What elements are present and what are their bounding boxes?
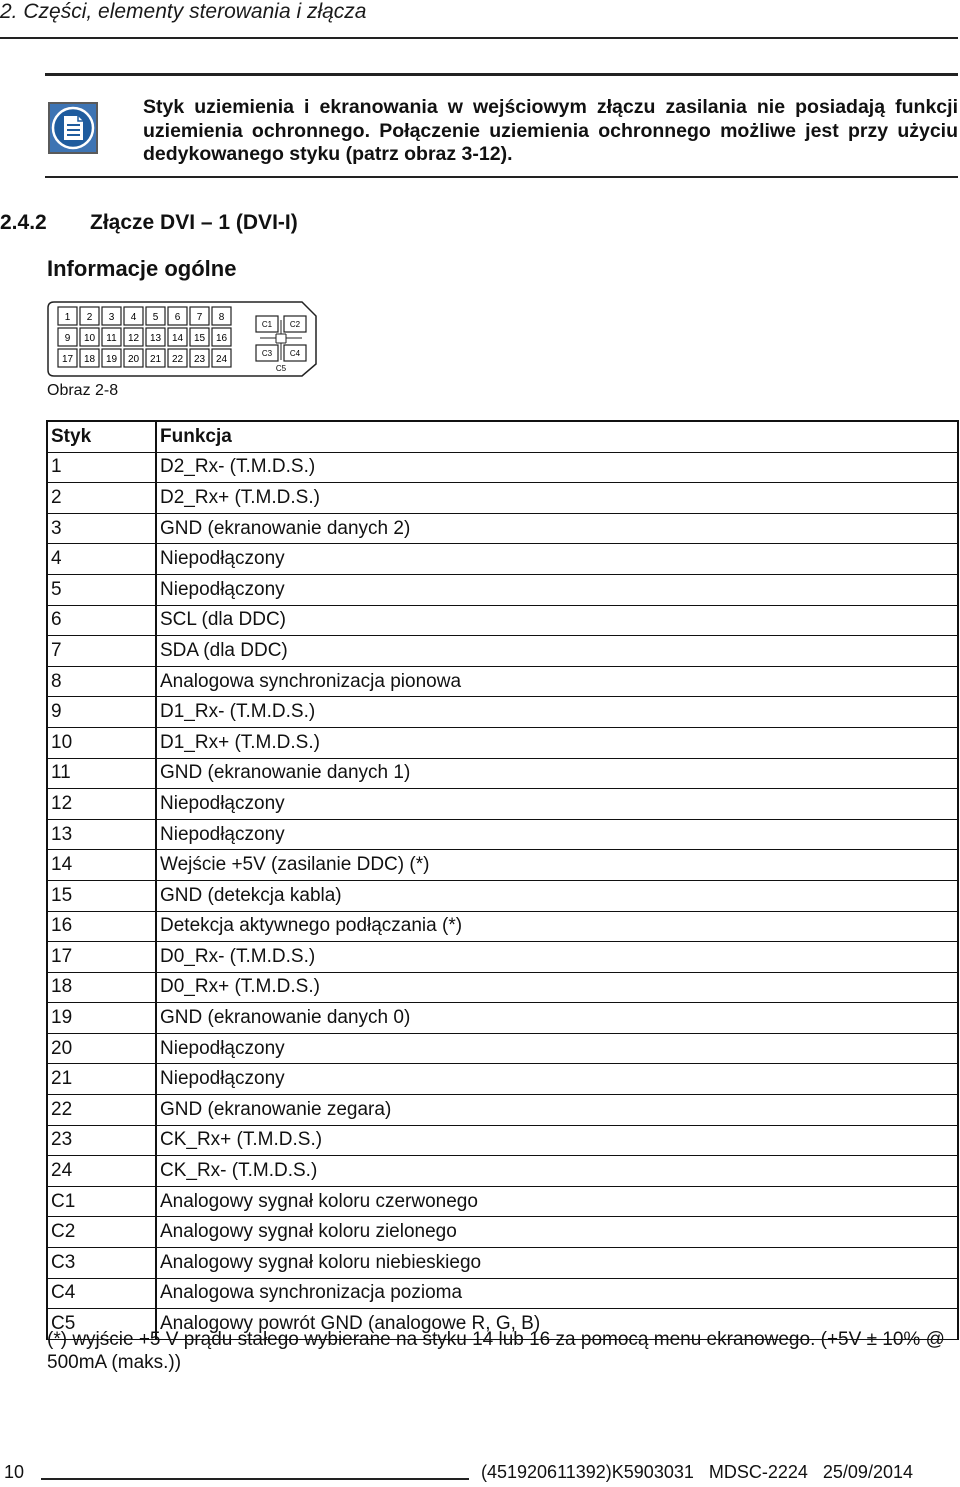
pin-cell: C4 [47, 1278, 156, 1309]
table-row [47, 850, 958, 881]
function-cell: D1_Rx- (T.M.D.S.) [156, 697, 958, 728]
pin-label: 23 [193, 354, 206, 365]
pin-label: 8 [218, 312, 225, 323]
table-row [47, 972, 958, 1003]
note-bottom-rule [45, 176, 958, 178]
pin-cell: 13 [47, 819, 156, 850]
table-row [47, 1186, 958, 1217]
pin-cell: C5 [47, 1309, 156, 1340]
table-row [47, 819, 958, 850]
footer-page-number: 10 [4, 1462, 25, 1482]
pin-label: 9 [64, 333, 71, 344]
function-cell: GND (ekranowanie danych 2) [156, 513, 958, 544]
pin-cell: 2 [47, 483, 156, 514]
pin-cell: 16 [47, 911, 156, 942]
table-row [47, 483, 958, 514]
function-cell: Analogowy powrót GND (analogowe R, G, B) [156, 1309, 958, 1340]
pin-label-C3: C3 [261, 349, 273, 358]
pin-label: 20 [127, 354, 140, 365]
table-row [47, 574, 958, 605]
note-text: Styk uziemienia i ekranowania w wejściowym złączu zasilania nie posiadają funkcji uziemienia ochronnego. Połączenie uziemienia ochronnego możliwe jest przy użyciu dedykowanego styku (patrz obraz 3-12). [143, 96, 958, 165]
table-row [47, 605, 958, 636]
pin-label-C5: C5 [275, 364, 287, 373]
table-row [47, 880, 958, 911]
pin-cell: 10 [47, 727, 156, 758]
pin-cell: 5 [47, 574, 156, 605]
function-cell: Niepodłączony [156, 544, 958, 575]
function-cell: D0_Rx- (T.M.D.S.) [156, 942, 958, 973]
table-row [47, 1217, 958, 1248]
header-rule [0, 37, 958, 39]
function-cell: GND (ekranowanie zegara) [156, 1095, 958, 1126]
table-row [47, 1125, 958, 1156]
function-cell: D1_Rx+ (T.M.D.S.) [156, 727, 958, 758]
pin-label: 16 [215, 333, 228, 344]
pin-cell: 18 [47, 972, 156, 1003]
pin-cell: 1 [47, 452, 156, 483]
pin-cell: 9 [47, 697, 156, 728]
pin-cell: 7 [47, 636, 156, 667]
table-row [47, 452, 958, 483]
table-row [47, 1064, 958, 1095]
function-cell: Niepodłączony [156, 789, 958, 820]
pin-cell: 15 [47, 880, 156, 911]
function-cell: Niepodłączony [156, 1033, 958, 1064]
function-cell: CK_Rx- (T.M.D.S.) [156, 1156, 958, 1187]
function-cell: Niepodłączony [156, 574, 958, 605]
pin-cell: 20 [47, 1033, 156, 1064]
table-row [47, 1248, 958, 1279]
table-row [47, 544, 958, 575]
figure-caption: Obraz 2-8 [47, 382, 119, 399]
pin-cell: 11 [47, 758, 156, 789]
footnote: (*) wyjście +5 V prądu stałego wybierane na styku 14 lub 16 za pomocą menu ekranowego. (+5V ± 10% @ 500mA (maks.)) [47, 1329, 945, 1373]
table-row [47, 911, 958, 942]
page-header-title: 2. Części, elementy sterowania i złącza [0, 0, 367, 23]
pin-label: 15 [193, 333, 206, 344]
pin-cell: 22 [47, 1095, 156, 1126]
note-top-rule [45, 73, 958, 76]
table-row [47, 1003, 958, 1034]
table-row [47, 789, 958, 820]
pin-function-table [46, 420, 959, 1340]
pin-cell: 19 [47, 1003, 156, 1034]
pin-label: 10 [83, 333, 96, 344]
pin-label: 11 [106, 333, 117, 344]
pin-cell: 4 [47, 544, 156, 575]
pin-label: 22 [171, 354, 184, 365]
table-row [47, 1033, 958, 1064]
function-cell: Niepodłączony [156, 819, 958, 850]
pin-label: 3 [108, 312, 115, 323]
function-cell: GND (detekcja kabla) [156, 880, 958, 911]
section-title: Złącze DVI – 1 (DVI-I) [90, 211, 298, 234]
function-cell: Analogowa synchronizacja pozioma [156, 1278, 958, 1309]
function-cell: GND (ekranowanie danych 1) [156, 758, 958, 789]
table-row [47, 636, 958, 667]
pin-cell: C3 [47, 1248, 156, 1279]
pin-label: 13 [149, 333, 162, 344]
function-cell: Analogowa synchronizacja pionowa [156, 666, 958, 697]
function-cell: Analogowy sygnał koloru zielonego [156, 1217, 958, 1248]
column-header-pin: Styk [47, 421, 156, 452]
pin-cell: C1 [47, 1186, 156, 1217]
section-number: 2.4.2 [0, 211, 47, 234]
pin-cell: 12 [47, 789, 156, 820]
column-header-function: Funkcja [156, 421, 958, 452]
pin-cell: 17 [47, 942, 156, 973]
table-header-row [47, 421, 958, 452]
pin-label: 14 [171, 333, 184, 344]
pin-label: 5 [152, 312, 159, 323]
function-cell: Analogowy sygnał koloru czerwonego [156, 1186, 958, 1217]
function-cell: Niepodłączony [156, 1064, 958, 1095]
pin-cell: 14 [47, 850, 156, 881]
table-row [47, 697, 958, 728]
function-cell: Detekcja aktywnego podłączania (*) [156, 911, 958, 942]
pin-label: 24 [215, 354, 228, 365]
function-cell: SCL (dla DDC) [156, 605, 958, 636]
pin-cell: 6 [47, 605, 156, 636]
section-heading [0, 211, 298, 235]
table-row [47, 666, 958, 697]
dvi-connector-diagram [46, 300, 318, 378]
pin-cell: 8 [47, 666, 156, 697]
footer-document-id: (451920611392)K5903031 MDSC-2224 25/09/2014 [481, 1462, 913, 1482]
pin-label: 4 [130, 312, 137, 323]
pin-cell: 21 [47, 1064, 156, 1095]
pin-cell: 24 [47, 1156, 156, 1187]
pin-label: 7 [196, 312, 203, 323]
pin-label: 21 [149, 354, 162, 365]
pin-label-C1: C1 [261, 320, 273, 329]
table-row [47, 758, 958, 789]
function-cell: D2_Rx- (T.M.D.S.) [156, 452, 958, 483]
pin-cell: 23 [47, 1125, 156, 1156]
pin-label: 17 [61, 354, 74, 365]
function-cell: SDA (dla DDC) [156, 636, 958, 667]
pin-label: 12 [127, 333, 140, 344]
pin-label: 19 [105, 354, 118, 365]
table-row [47, 1095, 958, 1126]
pin-label: 1 [64, 312, 71, 323]
footer-rule [41, 1478, 469, 1480]
function-cell: Analogowy sygnał koloru niebieskiego [156, 1248, 958, 1279]
function-cell: GND (ekranowanie danych 0) [156, 1003, 958, 1034]
function-cell: CK_Rx+ (T.M.D.S.) [156, 1125, 958, 1156]
table-row [47, 942, 958, 973]
pin-cell: 3 [47, 513, 156, 544]
pin-label: 6 [174, 312, 181, 323]
table-row [47, 727, 958, 758]
pin-label: 18 [83, 354, 96, 365]
table-row [47, 1156, 958, 1187]
function-cell: D2_Rx+ (T.M.D.S.) [156, 483, 958, 514]
pin-label-C2: C2 [289, 320, 301, 329]
function-cell: D0_Rx+ (T.M.D.S.) [156, 972, 958, 1003]
pin-label: 2 [86, 312, 93, 323]
pin-label-C4: C4 [289, 349, 301, 358]
table-row [47, 1278, 958, 1309]
table-row [47, 513, 958, 544]
subsection-title: Informacje ogólne [47, 256, 237, 281]
pin-cell: C2 [47, 1217, 156, 1248]
note-icon [47, 101, 99, 155]
function-cell: Wejście +5V (zasilanie DDC) (*) [156, 850, 958, 881]
